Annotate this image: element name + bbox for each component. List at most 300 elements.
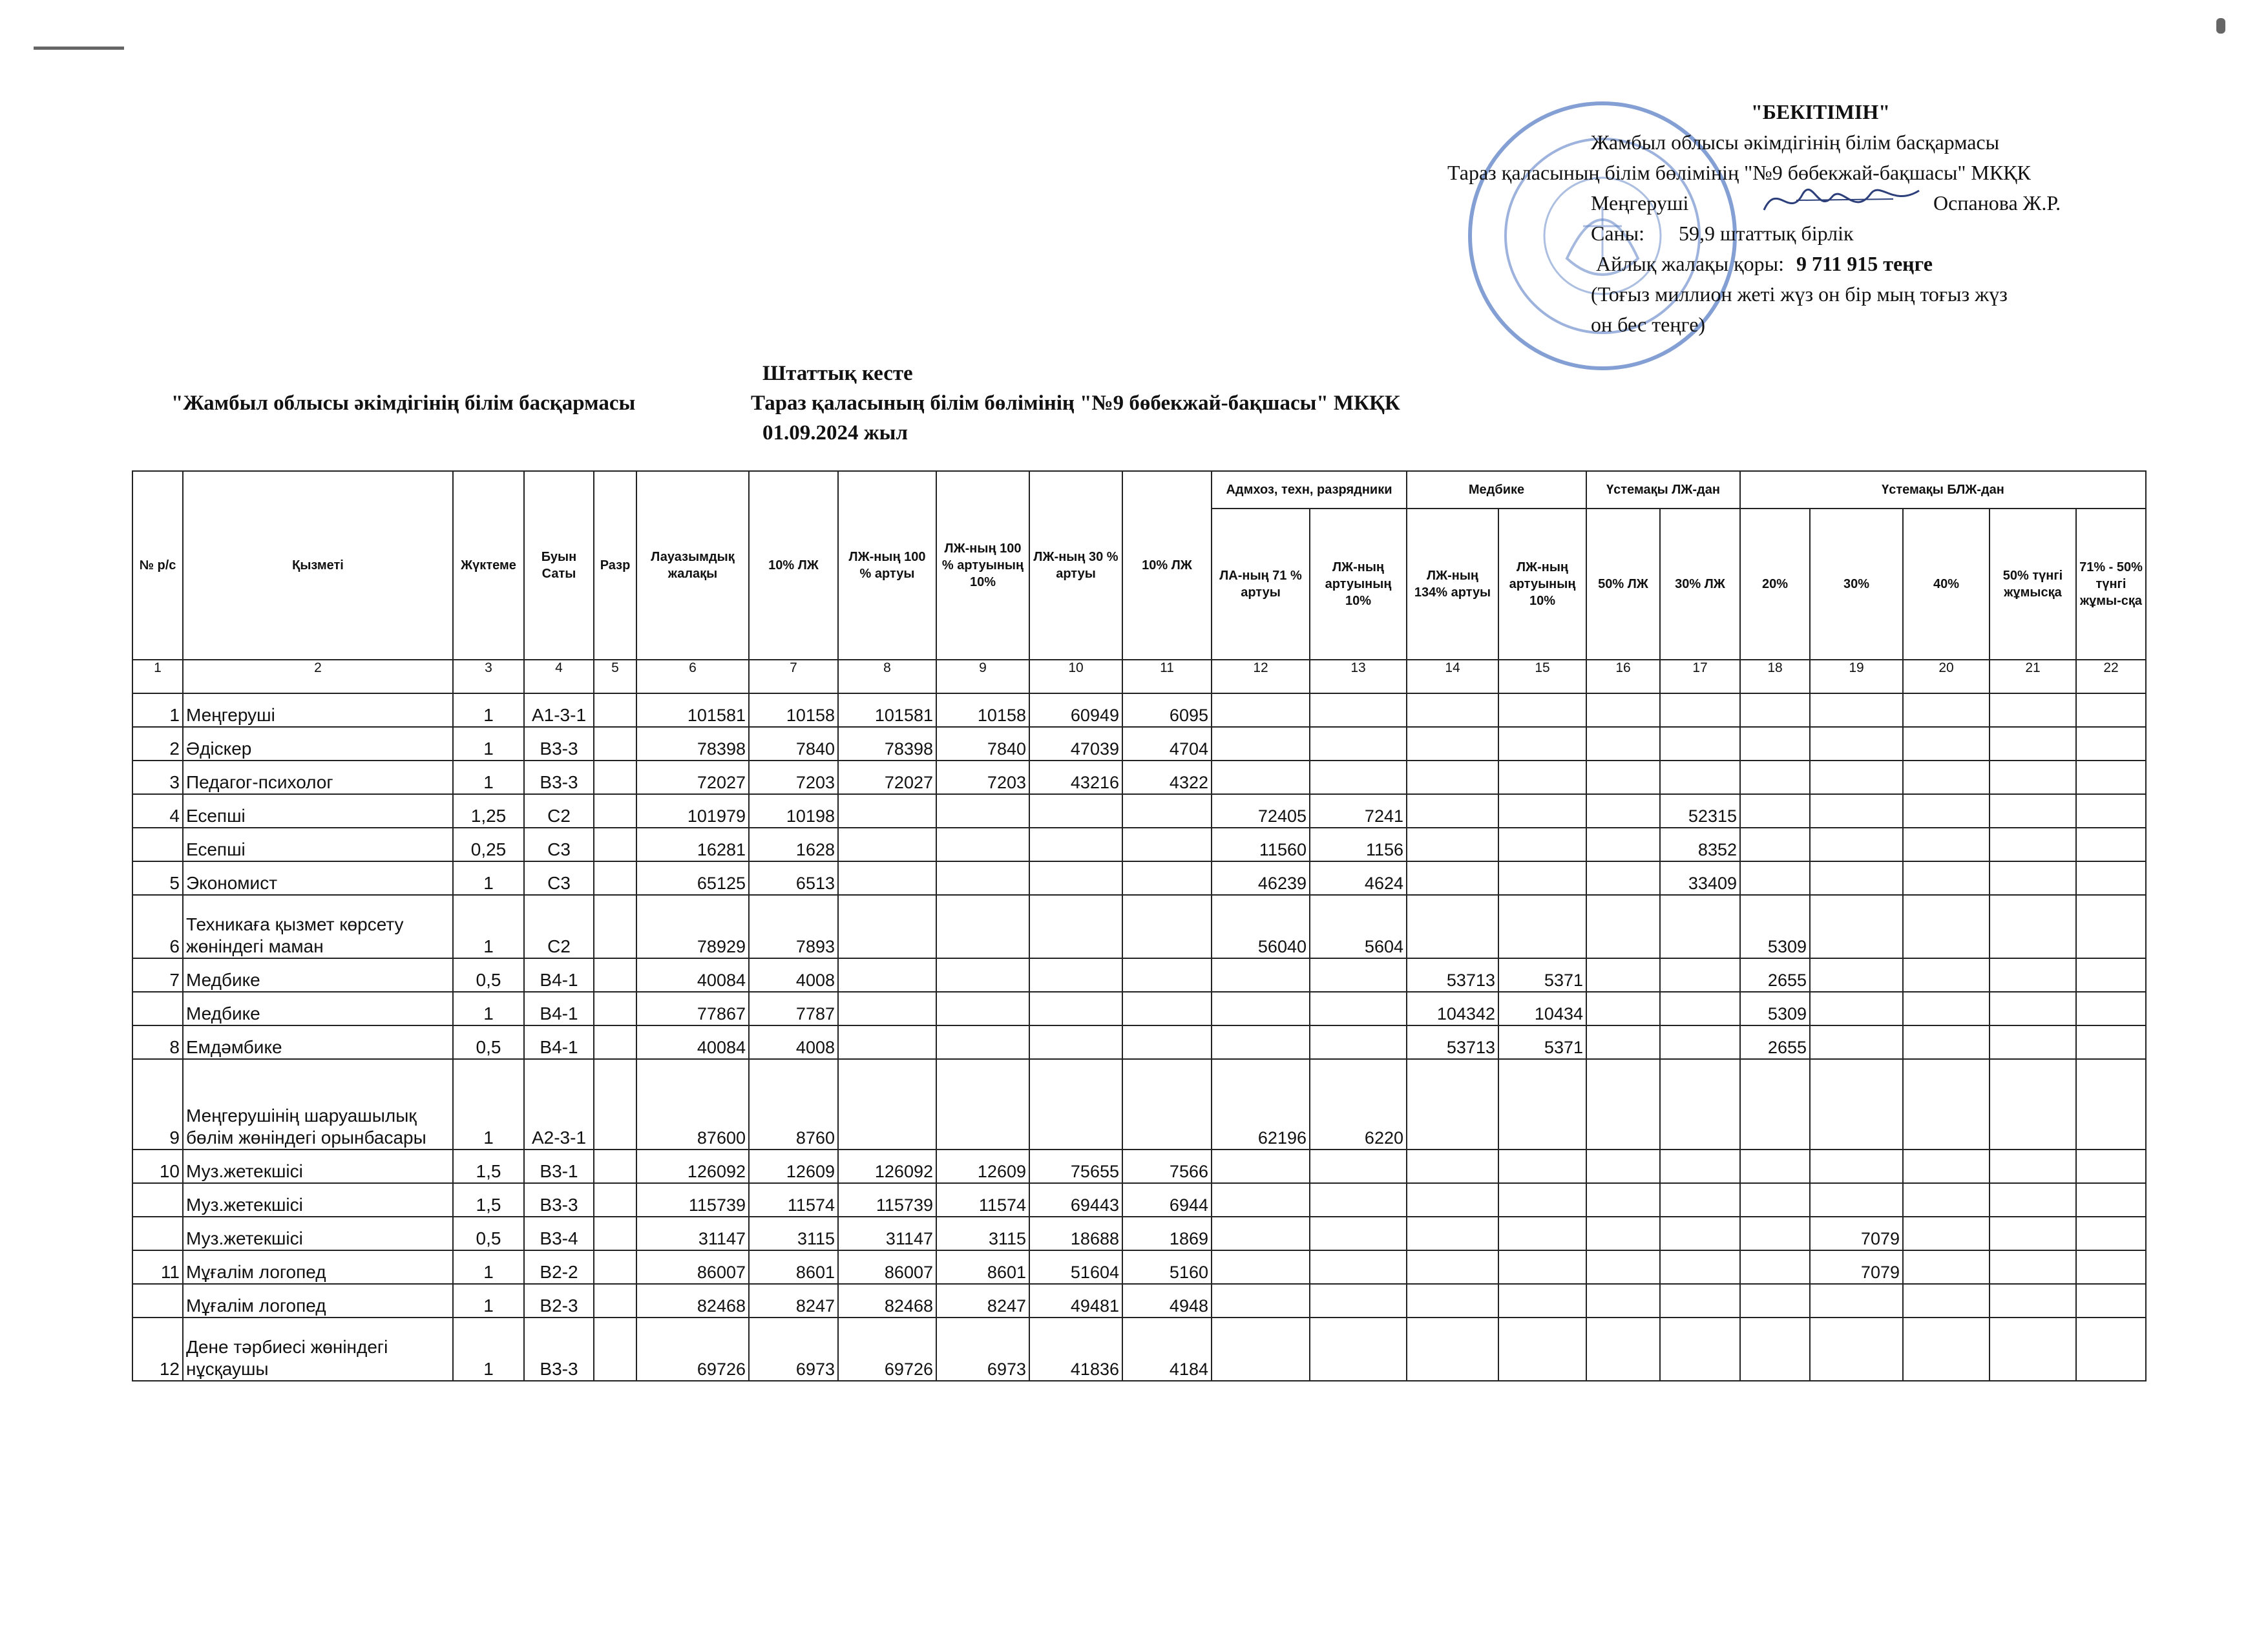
header-cell: ЛЖ-ның 100 % артуы <box>838 471 936 660</box>
extra-30-cell <box>1660 1217 1740 1250</box>
med-134-10-cell: 5371 <box>1498 958 1586 992</box>
increase-100-10-cell <box>936 828 1029 861</box>
document-org-part-2: Тараз қаласының білім бөлімінің "№9 бөбекжай-бақшасы" МКҚК <box>751 392 1400 415</box>
approval-org-line-2: Тараз қаласының білім бөлімінің "№9 бөбекжай-бақшасы" МКҚК <box>1447 161 2031 184</box>
header-cell: 50% түнгі жұмысқа <box>1990 509 2076 660</box>
wage-fund-label: Айлық жалақы қоры: <box>1596 252 1784 275</box>
extra-30-cell <box>1660 895 1740 958</box>
adm-71-cell <box>1212 761 1310 794</box>
night-71-cell <box>2076 1059 2146 1150</box>
bonus-10b-cell: 4184 <box>1122 1318 1212 1381</box>
night-71-cell <box>2076 958 2146 992</box>
extra-50-cell <box>1586 1059 1660 1150</box>
increase-30-cell <box>1029 828 1122 861</box>
grade-cell: В4-1 <box>524 992 594 1025</box>
adm-71-cell <box>1212 1025 1310 1059</box>
adm-71-cell <box>1212 693 1310 727</box>
med-134-10-cell <box>1498 1250 1586 1284</box>
adm-71-10-cell: 4624 <box>1310 861 1407 895</box>
approval-org-line-1: Жамбыл облысы әкімдігінің білім басқармасы <box>1591 131 2000 154</box>
load-cell: 0,5 <box>453 958 524 992</box>
extra-50-cell <box>1586 1250 1660 1284</box>
adm-71-cell <box>1212 1318 1310 1381</box>
table-row <box>132 1150 2146 1183</box>
column-number: 16 <box>1586 660 1660 693</box>
position-name-cell: Педагог-психолог <box>183 761 453 794</box>
night-50-cell <box>1990 828 2076 861</box>
header-cell: Жүктеме <box>453 471 524 660</box>
grade-cell: В2-2 <box>524 1250 594 1284</box>
night-71-cell <box>2076 861 2146 895</box>
adm-71-cell: 11560 <box>1212 828 1310 861</box>
med-134-10-cell <box>1498 794 1586 828</box>
med-134-cell: 53713 <box>1407 1025 1498 1059</box>
blzh-40-cell <box>1903 958 1990 992</box>
blzh-20-cell <box>1740 1318 1810 1381</box>
increase-30-cell: 18688 <box>1029 1217 1122 1250</box>
position-name-cell: Емдәмбике <box>183 1025 453 1059</box>
med-134-10-cell <box>1498 1217 1586 1250</box>
salary-cell: 86007 <box>636 1250 749 1284</box>
load-cell: 1,5 <box>453 1183 524 1217</box>
night-50-cell <box>1990 861 2076 895</box>
row-number-cell: 4 <box>132 794 183 828</box>
row-number-cell: 5 <box>132 861 183 895</box>
position-name-cell: Медбике <box>183 992 453 1025</box>
row-number-cell: 6 <box>132 895 183 958</box>
salary-cell: 101581 <box>636 693 749 727</box>
bonus-10b-cell: 1869 <box>1122 1217 1212 1250</box>
blzh-30-cell <box>1810 1025 1903 1059</box>
increase-100-cell <box>838 828 936 861</box>
increase-100-cell: 86007 <box>838 1250 936 1284</box>
bonus-10-cell: 10158 <box>749 693 838 727</box>
increase-30-cell: 41836 <box>1029 1318 1122 1381</box>
increase-100-cell <box>838 794 936 828</box>
extra-30-cell <box>1660 992 1740 1025</box>
bonus-10-cell: 12609 <box>749 1150 838 1183</box>
table-row <box>132 1025 2146 1059</box>
bonus-10-cell: 8247 <box>749 1284 838 1318</box>
position-name-cell: Әдіскер <box>183 727 453 761</box>
load-cell: 0,25 <box>453 828 524 861</box>
bonus-10-cell: 7840 <box>749 727 838 761</box>
increase-30-cell: 75655 <box>1029 1150 1122 1183</box>
salary-cell: 78929 <box>636 895 749 958</box>
extra-30-cell <box>1660 1284 1740 1318</box>
increase-100-10-cell: 10158 <box>936 693 1029 727</box>
extra-30-cell <box>1660 1183 1740 1217</box>
blzh-40-cell <box>1903 693 1990 727</box>
scan-line-top-left <box>34 47 124 50</box>
position-name-cell: Дене тәрбиесі жөніндегі нұсқаушы <box>183 1318 453 1381</box>
load-cell: 0,5 <box>453 1025 524 1059</box>
column-number: 5 <box>594 660 636 693</box>
blzh-30-cell <box>1810 794 1903 828</box>
bonus-10b-cell <box>1122 794 1212 828</box>
salary-cell: 115739 <box>636 1183 749 1217</box>
column-number: 22 <box>2076 660 2146 693</box>
night-50-cell <box>1990 727 2076 761</box>
row-number-cell <box>132 1183 183 1217</box>
salary-cell: 40084 <box>636 958 749 992</box>
increase-100-10-cell <box>936 958 1029 992</box>
bonus-10b-cell: 6095 <box>1122 693 1212 727</box>
load-cell: 1,5 <box>453 1150 524 1183</box>
wage-fund-words-2: он бес теңге) <box>1591 313 1706 336</box>
night-50-cell <box>1990 992 2076 1025</box>
row-number-cell: 2 <box>132 727 183 761</box>
grade-cell: В3-3 <box>524 1318 594 1381</box>
table-row <box>132 958 2146 992</box>
row-number-cell: 10 <box>132 1150 183 1183</box>
night-50-cell <box>1990 1059 2076 1150</box>
column-number: 19 <box>1810 660 1903 693</box>
night-71-cell <box>2076 1217 2146 1250</box>
extra-50-cell <box>1586 1183 1660 1217</box>
increase-100-10-cell: 11574 <box>936 1183 1029 1217</box>
adm-71-10-cell: 5604 <box>1310 895 1407 958</box>
load-cell: 1 <box>453 1250 524 1284</box>
blzh-30-cell <box>1810 761 1903 794</box>
med-134-cell <box>1407 1318 1498 1381</box>
grade-cell: С3 <box>524 861 594 895</box>
column-number: 4 <box>524 660 594 693</box>
adm-71-10-cell: 6220 <box>1310 1059 1407 1150</box>
night-71-cell <box>2076 1318 2146 1381</box>
grade-cell: А2-3-1 <box>524 1059 594 1150</box>
load-cell: 1 <box>453 861 524 895</box>
position-name-cell: Муз.жетекшісі <box>183 1183 453 1217</box>
increase-100-cell: 115739 <box>838 1183 936 1217</box>
med-134-10-cell <box>1498 761 1586 794</box>
column-number: 13 <box>1310 660 1407 693</box>
column-number: 6 <box>636 660 749 693</box>
bonus-10b-cell <box>1122 958 1212 992</box>
table-row <box>132 895 2146 958</box>
row-number-cell <box>132 1217 183 1250</box>
header-cell: 30% <box>1810 509 1903 660</box>
extra-30-cell <box>1660 1025 1740 1059</box>
row-number-cell: 9 <box>132 1059 183 1150</box>
med-134-10-cell: 10434 <box>1498 992 1586 1025</box>
blzh-20-cell <box>1740 1150 1810 1183</box>
med-134-10-cell <box>1498 1183 1586 1217</box>
med-134-cell <box>1407 794 1498 828</box>
med-134-cell <box>1407 1217 1498 1250</box>
increase-100-cell: 78398 <box>838 727 936 761</box>
bonus-10-cell: 7787 <box>749 992 838 1025</box>
header-cell: Разр <box>594 471 636 660</box>
table-row <box>132 727 2146 761</box>
table-row <box>132 1284 2146 1318</box>
salary-cell: 78398 <box>636 727 749 761</box>
document-date: 01.09.2024 жыл <box>762 421 908 445</box>
column-number: 8 <box>838 660 936 693</box>
med-134-10-cell <box>1498 1284 1586 1318</box>
blzh-30-cell <box>1810 1150 1903 1183</box>
adm-71-10-cell <box>1310 958 1407 992</box>
table-row <box>132 693 2146 727</box>
group-header-med: Медбике <box>1407 471 1586 509</box>
increase-100-10-cell: 7203 <box>936 761 1029 794</box>
header-cell: 50% ЛЖ <box>1586 509 1660 660</box>
group-header-ust-lzh: Үстемақы ЛЖ-дан <box>1586 471 1740 509</box>
extra-50-cell <box>1586 794 1660 828</box>
category-cell <box>594 1150 636 1183</box>
blzh-20-cell <box>1740 828 1810 861</box>
blzh-30-cell <box>1810 1059 1903 1150</box>
category-cell <box>594 693 636 727</box>
grade-cell: С2 <box>524 895 594 958</box>
med-134-cell <box>1407 761 1498 794</box>
category-cell <box>594 1318 636 1381</box>
bonus-10-cell: 7203 <box>749 761 838 794</box>
med-134-10-cell <box>1498 895 1586 958</box>
header-cell: ЛЖ-ның артуының 10% <box>1498 509 1586 660</box>
increase-100-cell <box>838 895 936 958</box>
extra-50-cell <box>1586 861 1660 895</box>
night-71-cell <box>2076 1250 2146 1284</box>
header-cell: Буын Саты <box>524 471 594 660</box>
increase-30-cell <box>1029 794 1122 828</box>
grade-cell: В3-1 <box>524 1150 594 1183</box>
adm-71-10-cell <box>1310 1183 1407 1217</box>
bonus-10b-cell <box>1122 1025 1212 1059</box>
row-number-cell: 1 <box>132 693 183 727</box>
extra-30-cell <box>1660 693 1740 727</box>
blzh-20-cell: 2655 <box>1740 958 1810 992</box>
category-cell <box>594 861 636 895</box>
extra-30-cell <box>1660 1150 1740 1183</box>
header-cell: ЛЖ-ның 30 % артуы <box>1029 471 1122 660</box>
blzh-30-cell <box>1810 727 1903 761</box>
column-number: 20 <box>1903 660 1990 693</box>
header-cell: 30% ЛЖ <box>1660 509 1740 660</box>
grade-cell: В3-4 <box>524 1217 594 1250</box>
category-cell <box>594 992 636 1025</box>
night-50-cell <box>1990 1150 2076 1183</box>
med-134-cell <box>1407 693 1498 727</box>
position-name-cell: Муз.жетекшісі <box>183 1150 453 1183</box>
category-cell <box>594 895 636 958</box>
blzh-30-cell <box>1810 895 1903 958</box>
bonus-10-cell: 3115 <box>749 1217 838 1250</box>
blzh-20-cell: 2655 <box>1740 1025 1810 1059</box>
increase-30-cell <box>1029 1025 1122 1059</box>
adm-71-cell <box>1212 1250 1310 1284</box>
med-134-10-cell <box>1498 1318 1586 1381</box>
adm-71-cell <box>1212 1217 1310 1250</box>
increase-100-cell: 126092 <box>838 1150 936 1183</box>
med-134-cell <box>1407 861 1498 895</box>
night-71-cell <box>2076 1284 2146 1318</box>
grade-cell: В4-1 <box>524 958 594 992</box>
bonus-10b-cell: 4322 <box>1122 761 1212 794</box>
category-cell <box>594 1250 636 1284</box>
salary-cell: 82468 <box>636 1284 749 1318</box>
category-cell <box>594 794 636 828</box>
night-50-cell <box>1990 761 2076 794</box>
blzh-40-cell <box>1903 794 1990 828</box>
table-row <box>132 1059 2146 1150</box>
position-name-cell: Есепші <box>183 794 453 828</box>
increase-100-10-cell: 6973 <box>936 1318 1029 1381</box>
category-cell <box>594 1025 636 1059</box>
night-50-cell <box>1990 1025 2076 1059</box>
med-134-10-cell <box>1498 727 1586 761</box>
bonus-10-cell: 7893 <box>749 895 838 958</box>
med-134-10-cell: 5371 <box>1498 1025 1586 1059</box>
increase-100-cell <box>838 958 936 992</box>
header-cell: 10% ЛЖ <box>1122 471 1212 660</box>
blzh-30-cell <box>1810 1318 1903 1381</box>
increase-30-cell: 49481 <box>1029 1284 1122 1318</box>
category-cell <box>594 1284 636 1318</box>
blzh-30-cell <box>1810 693 1903 727</box>
med-134-cell <box>1407 1284 1498 1318</box>
approval-heading: "БЕКІТІМІН" <box>1751 100 1891 123</box>
adm-71-10-cell <box>1310 1318 1407 1381</box>
row-number-cell: 3 <box>132 761 183 794</box>
increase-100-10-cell <box>936 992 1029 1025</box>
table-body <box>132 693 2146 1381</box>
night-50-cell <box>1990 895 2076 958</box>
blzh-30-cell <box>1810 958 1903 992</box>
table-row <box>132 1250 2146 1284</box>
column-number: 15 <box>1498 660 1586 693</box>
load-cell: 1 <box>453 895 524 958</box>
increase-30-cell <box>1029 992 1122 1025</box>
increase-30-cell: 47039 <box>1029 727 1122 761</box>
bonus-10b-cell <box>1122 895 1212 958</box>
bonus-10b-cell <box>1122 861 1212 895</box>
staff-count-label: Саны: <box>1591 222 1645 245</box>
extra-50-cell <box>1586 761 1660 794</box>
load-cell: 1 <box>453 727 524 761</box>
increase-100-cell: 31147 <box>838 1217 936 1250</box>
extra-50-cell <box>1586 895 1660 958</box>
load-cell: 1,25 <box>453 794 524 828</box>
position-name-cell: Меңгерушінің шаруашылық бөлім жөніндегі орынбасары <box>183 1059 453 1150</box>
night-50-cell <box>1990 958 2076 992</box>
med-134-10-cell <box>1498 861 1586 895</box>
blzh-30-cell <box>1810 992 1903 1025</box>
header-cell: ЛЖ-ның 134% артуы <box>1407 509 1498 660</box>
row-number-cell: 12 <box>132 1318 183 1381</box>
category-cell <box>594 1183 636 1217</box>
load-cell: 1 <box>453 1284 524 1318</box>
blzh-30-cell <box>1810 1183 1903 1217</box>
adm-71-10-cell <box>1310 992 1407 1025</box>
wage-fund-value: 9 711 915 теңге <box>1796 252 1933 275</box>
row-number-cell: 11 <box>132 1250 183 1284</box>
blzh-20-cell <box>1740 693 1810 727</box>
load-cell: 1 <box>453 761 524 794</box>
grade-cell: В2-3 <box>524 1284 594 1318</box>
table-row <box>132 828 2146 861</box>
salary-cell: 87600 <box>636 1059 749 1150</box>
blzh-20-cell <box>1740 794 1810 828</box>
header-cell: 71% - 50% түнгі жұмы-сқа <box>2076 509 2146 660</box>
column-number: 14 <box>1407 660 1498 693</box>
column-number: 2 <box>183 660 453 693</box>
bonus-10b-cell: 7566 <box>1122 1150 1212 1183</box>
extra-30-cell <box>1660 1318 1740 1381</box>
increase-100-cell <box>838 1025 936 1059</box>
group-header-adm: Адмхоз, техн, разрядники <box>1212 471 1407 509</box>
night-50-cell <box>1990 1284 2076 1318</box>
blzh-20-cell <box>1740 1183 1810 1217</box>
salary-cell: 40084 <box>636 1025 749 1059</box>
increase-100-10-cell: 7840 <box>936 727 1029 761</box>
bonus-10-cell: 10198 <box>749 794 838 828</box>
header-cell: ЛЖ-ның 100 % артуының 10% <box>936 471 1029 660</box>
increase-30-cell <box>1029 1059 1122 1150</box>
adm-71-10-cell <box>1310 1284 1407 1318</box>
increase-100-cell <box>838 1059 936 1150</box>
head-label: Меңгеруші <box>1591 191 1689 215</box>
position-name-cell: Экономист <box>183 861 453 895</box>
table-row <box>132 992 2146 1025</box>
blzh-40-cell <box>1903 727 1990 761</box>
scan-dot-top-right <box>2216 18 2225 34</box>
increase-100-10-cell <box>936 1025 1029 1059</box>
load-cell: 1 <box>453 693 524 727</box>
night-71-cell <box>2076 1025 2146 1059</box>
blzh-20-cell <box>1740 1217 1810 1250</box>
column-number: 18 <box>1740 660 1810 693</box>
salary-cell: 72027 <box>636 761 749 794</box>
night-50-cell <box>1990 1217 2076 1250</box>
salary-cell: 77867 <box>636 992 749 1025</box>
med-134-cell <box>1407 1150 1498 1183</box>
column-number: 9 <box>936 660 1029 693</box>
bonus-10b-cell: 6944 <box>1122 1183 1212 1217</box>
header-cell: № р/с <box>132 471 183 660</box>
med-134-10-cell <box>1498 1059 1586 1150</box>
night-50-cell <box>1990 693 2076 727</box>
adm-71-cell: 62196 <box>1212 1059 1310 1150</box>
blzh-40-cell <box>1903 992 1990 1025</box>
night-50-cell <box>1990 1183 2076 1217</box>
column-number: 17 <box>1660 660 1740 693</box>
position-name-cell: Мұғалім логопед <box>183 1250 453 1284</box>
column-number: 3 <box>453 660 524 693</box>
extra-50-cell <box>1586 1150 1660 1183</box>
blzh-40-cell <box>1903 1250 1990 1284</box>
night-71-cell <box>2076 761 2146 794</box>
blzh-40-cell <box>1903 895 1990 958</box>
table-row <box>132 861 2146 895</box>
table-row <box>132 794 2146 828</box>
header-cell: 10% ЛЖ <box>749 471 838 660</box>
adm-71-10-cell: 7241 <box>1310 794 1407 828</box>
night-71-cell <box>2076 1150 2146 1183</box>
bonus-10b-cell <box>1122 992 1212 1025</box>
extra-30-cell <box>1660 958 1740 992</box>
night-71-cell <box>2076 992 2146 1025</box>
extra-30-cell <box>1660 1250 1740 1284</box>
table-row <box>132 1183 2146 1217</box>
column-number: 21 <box>1990 660 2076 693</box>
blzh-40-cell <box>1903 1217 1990 1250</box>
column-number: 10 <box>1029 660 1122 693</box>
blzh-20-cell: 5309 <box>1740 895 1810 958</box>
adm-71-10-cell <box>1310 1025 1407 1059</box>
extra-50-cell <box>1586 992 1660 1025</box>
med-134-cell: 53713 <box>1407 958 1498 992</box>
